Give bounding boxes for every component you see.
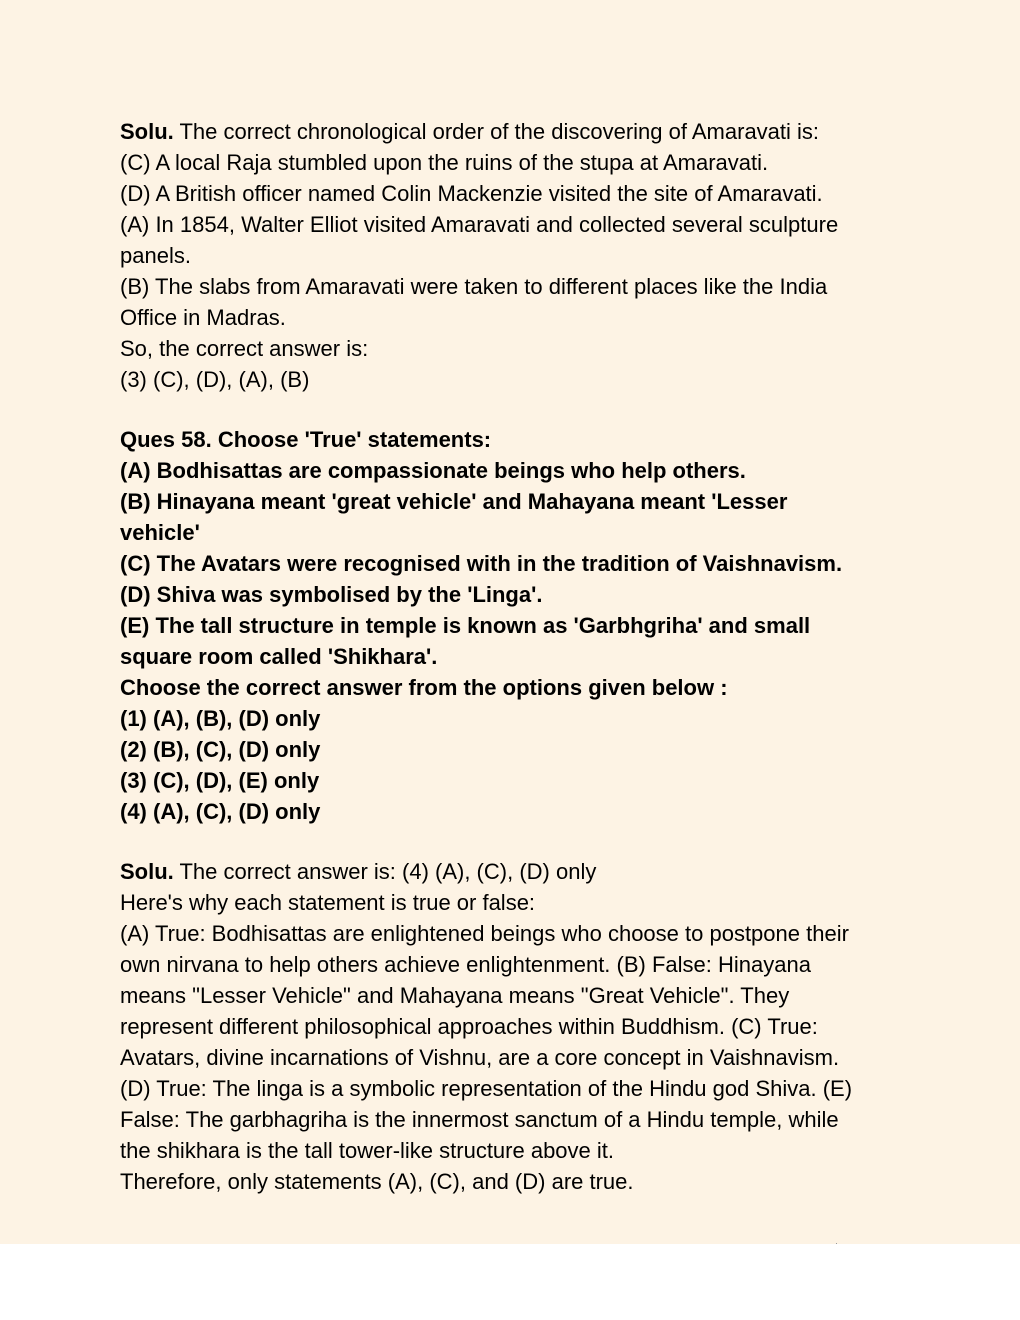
- solution-label: Solu.: [120, 859, 174, 884]
- solution-block-2: [120, 856, 910, 1197]
- answer-option-1: (1) (A), (B), (D) only: [120, 706, 321, 731]
- explanation-line: False: The garbhagriha is the innermost sanctum of a Hindu temple, while: [120, 1107, 839, 1132]
- solution-step: panels.: [120, 243, 191, 268]
- answer-option-4: (4) (A), (C), (D) only: [120, 799, 321, 824]
- explanation-line: means "Lesser Vehicle" and Mahayana means "Great Vehicle". They: [120, 983, 790, 1008]
- solution-block-1: [120, 116, 910, 395]
- answer-option-2: (2) (B), (C), (D) only: [120, 737, 321, 762]
- explanation-line: represent different philosophical approaches within Buddhism. (C) True:: [120, 1014, 818, 1039]
- solution-answer-text: The correct answer is: (4) (A), (C), (D) only: [173, 859, 597, 884]
- solution-step: So, the correct answer is:: [120, 336, 369, 361]
- question-statement: vehicle': [120, 520, 200, 545]
- spacer: [120, 827, 910, 856]
- question-58-block: [120, 424, 910, 827]
- question-statement: (C) The Avatars were recognised with in the tradition of Vaishnavism.: [120, 551, 843, 576]
- explanation-line: Avatars, divine incarnations of Vishnu, are a core concept in Vaishnavism.: [120, 1045, 840, 1070]
- solution-answer: (3) (C), (D), (A), (B): [120, 367, 310, 392]
- question-statement: (B) Hinayana meant 'great vehicle' and Mahayana meant 'Lesser: [120, 489, 788, 514]
- solution-answer-line: [120, 856, 910, 887]
- question-title: Ques 58. Choose 'True' statements:: [120, 427, 492, 452]
- page-mark: [836, 1243, 837, 1244]
- page-content: [120, 116, 910, 1197]
- question-statement: square room called 'Shikhara'.: [120, 644, 438, 669]
- solution-step: (A) In 1854, Walter Elliot visited Amaravati and collected several sculpture: [120, 212, 839, 237]
- solution-step: (C) A local Raja stumbled upon the ruins of the stupa at Amaravati.: [120, 150, 769, 175]
- solution-intro-line: [120, 116, 910, 147]
- explanation-line: the shikhara is the tall tower-like structure above it.: [120, 1138, 615, 1163]
- explanation-line: (D) True: The linga is a symbolic representation of the Hindu god Shiva. (E): [120, 1076, 853, 1101]
- answer-option-3: (3) (C), (D), (E) only: [120, 768, 320, 793]
- question-statement: (E) The tall structure in temple is known as 'Garbhgriha' and small: [120, 613, 811, 638]
- solution-step: (B) The slabs from Amaravati were taken to different places like the India: [120, 274, 828, 299]
- question-statement: (D) Shiva was symbolised by the 'Linga'.: [120, 582, 543, 607]
- solution-step: (D) A British officer named Colin Mackenzie visited the site of Amaravati.: [120, 181, 823, 206]
- solution-step: Office in Madras.: [120, 305, 286, 330]
- question-prompt: Choose the correct answer from the options given below :: [120, 675, 728, 700]
- solution-label: Solu.: [120, 119, 174, 144]
- solution-intro-text: The correct chronological order of the discovering of Amaravati is:: [173, 119, 820, 144]
- solution-conclusion: Therefore, only statements (A), (C), and (D) are true.: [120, 1169, 634, 1194]
- spacer: [120, 395, 910, 424]
- explanation-line: own nirvana to help others achieve enlightenment. (B) False: Hinayana: [120, 952, 811, 977]
- question-statement: (A) Bodhisattas are compassionate beings who help others.: [120, 458, 746, 483]
- explanation-line: (A) True: Bodhisattas are enlightened beings who choose to postpone their: [120, 921, 849, 946]
- solution-why: Here's why each statement is true or false:: [120, 890, 536, 915]
